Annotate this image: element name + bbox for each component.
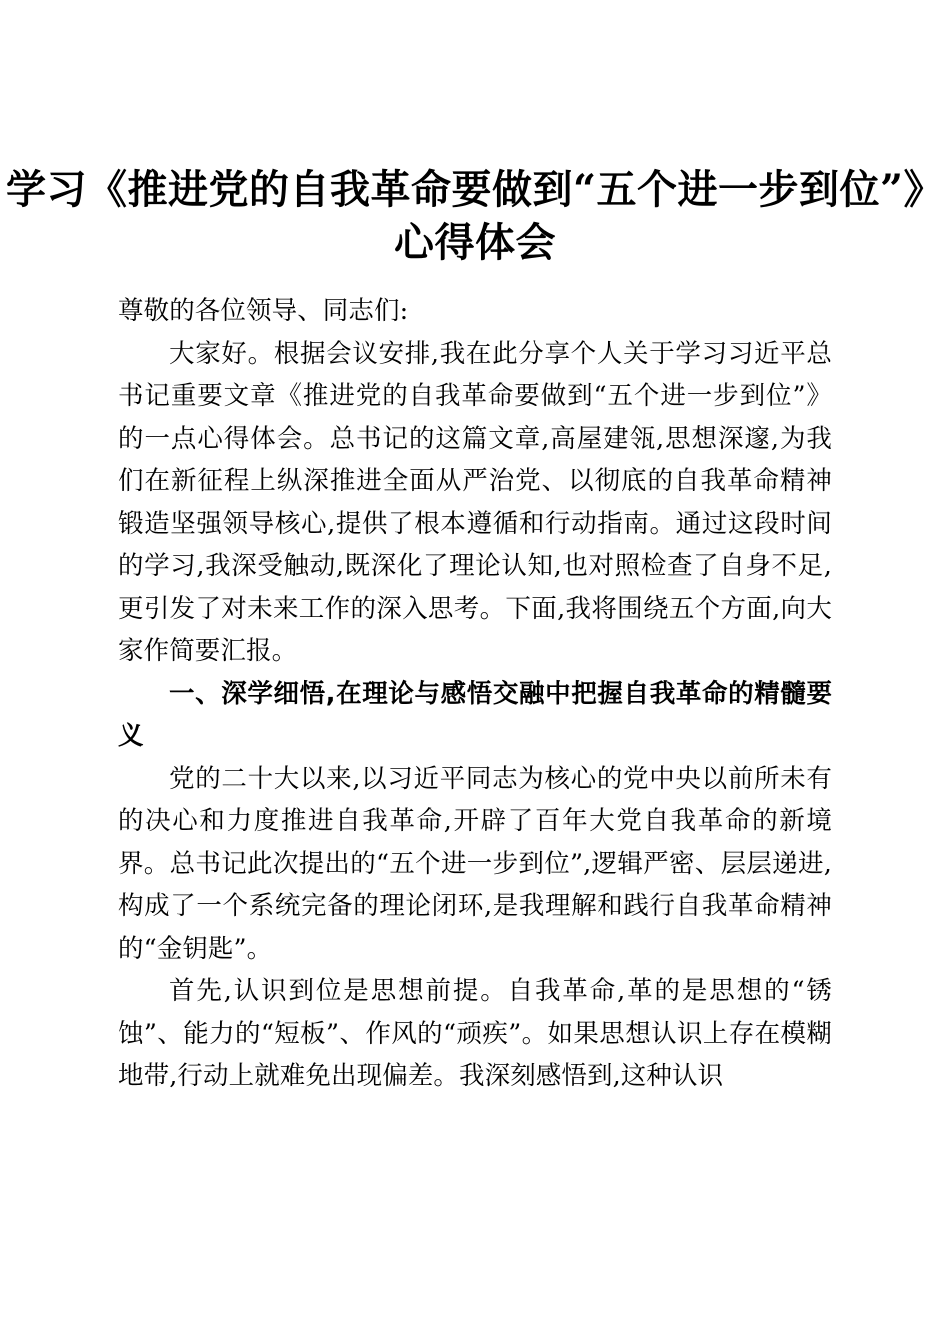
- paragraph-intro: 大家好。根据会议安排,我在此分享个人关于学习习近平总书记重要文章《推进党的自我革命要做到“五个进一步到位”》的一点心得体会。总书记的这篇文章,高屋建瓴,思想深邃,为我们在新征程上纵深推进全面从严治党、以彻底的自我革命精神锻造坚强领导核心,提供了根本遵循和行动指南。通过这段时间的学习,我深受触动,既深化了理论认知,也对照检查了自身不足,更引发了对未来工作的深入思考。下面,我将围绕五个方面,向大家作简要汇报。: [118, 338, 832, 666]
- section-heading-one: 一、深学细悟,在理论与感悟交融中把握自我革命的精髓要义: [118, 678, 832, 751]
- salutation-line: 尊敬的各位领导、同志们:: [118, 296, 409, 326]
- paragraph-section1-2: 首先,认识到位是思想前提。自我革命,革的是思想的“锈蚀”、能力的“短板”、作风的“顽疾”。如果思想认识上存在模糊地带,行动上就难免出现偏差。我深刻感悟到,这种认识: [118, 976, 832, 1091]
- paragraph-section1-1: 党的二十大以来,以习近平同志为核心的党中央以前所未有的决心和力度推进自我革命,开辟了百年大党自我革命的新境界。总书记此次提出的“五个进一步到位”,逻辑严密、层层递进,构成了一个系统完备的理论闭环,是我理解和践行自我革命精神的“金钥匙”。: [118, 763, 832, 964]
- page-title: 学习《推进党的自我革命要做到“五个进一步到位”》心得体会: [5, 166, 944, 266]
- document-body: [118, 290, 832, 1098]
